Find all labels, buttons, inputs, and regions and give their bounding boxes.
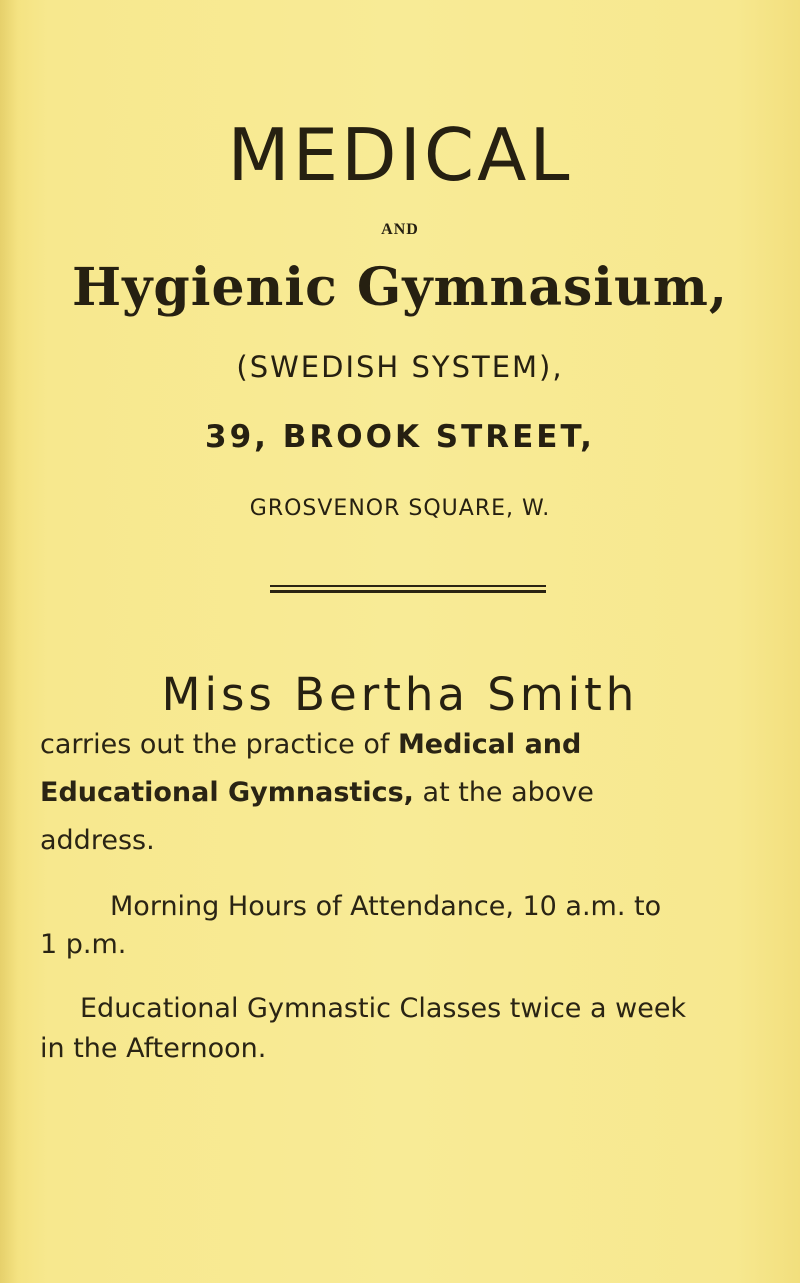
page-title: MEDICAL: [227, 113, 573, 197]
divider-rule-top: [270, 585, 546, 587]
gymnasium-heading: Hygienic Gymnasium,: [72, 257, 728, 318]
practice-line-1: [40, 721, 581, 769]
hours-line-1: Morning Hours of Attendance, 10 a.m. to: [110, 891, 662, 922]
medical-and-emphasis: Medical and: [397, 729, 582, 760]
proprietor-name: Miss Bertha Smith: [161, 668, 639, 721]
classes-line-1: Educational Gymnastic Classes twice a week: [80, 993, 687, 1024]
practice-line-2-text: at the above: [413, 777, 594, 808]
divider-rule-bottom: [270, 590, 546, 593]
street-address: 39, BROOK STREET,: [205, 419, 595, 455]
practice-line-3: address.: [40, 825, 155, 856]
practice-line-2: [40, 769, 594, 817]
hours-paragraph: [40, 883, 760, 983]
practice-paragraph: [40, 721, 760, 881]
square-address: GROSVENOR SQUARE, W.: [249, 496, 551, 521]
educational-gymnastics-emphasis: Educational Gymnastics,: [40, 777, 414, 808]
hours-line-2: 1 p.m.: [40, 929, 127, 960]
conjunction-text: AND: [381, 221, 419, 238]
classes-line-2: in the Afternoon.: [40, 1033, 267, 1064]
practice-line-1-text: carries out the practice of: [40, 729, 398, 760]
system-subheading: (SWEDISH SYSTEM),: [236, 350, 564, 384]
classes-paragraph: [40, 985, 760, 1085]
